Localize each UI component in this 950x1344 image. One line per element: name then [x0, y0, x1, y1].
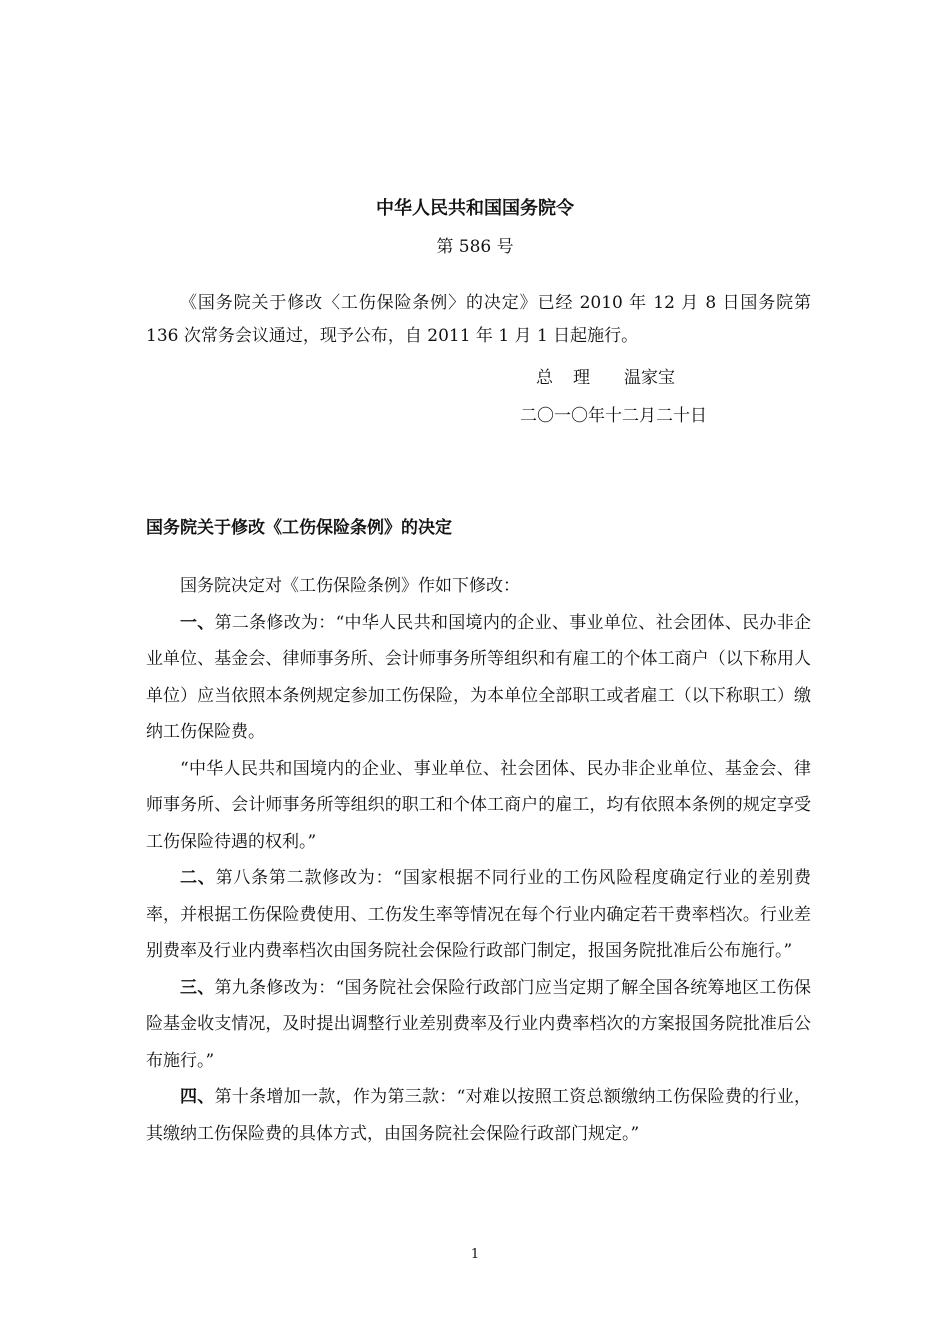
amendment-number: 二、	[180, 868, 216, 888]
amendment-text: 第八条第二款修改为：“国家根据不同行业的工伤风险程度确定行业的差别费率，并根据工伤保险费使用、工伤发生率等情况在每个行业内确定若干费率档次。行业差别费率及行业内费率档次由国务院社会保险行政部门制定，报国务院批准后公布施行。”	[146, 868, 811, 961]
page-number: 1	[470, 1247, 480, 1262]
decision-body	[146, 568, 811, 1152]
amendment-paragraph	[146, 605, 811, 751]
signatory-name: 温家宝	[624, 368, 675, 388]
amendment-number: 一、	[180, 612, 215, 633]
amendment-number: 四、	[180, 1087, 215, 1107]
amendment-text: 第二条修改为：“中华人民共和国境内的企业、事业单位、社会团体、民办非企业单位、基金会、律师事务所、会计师事务所等组织和有雇工的个体工商户（以下称用人单位）应当依照本条例规定参加工伤保险，为本单位全部职工或者雇工（以下称职工）缴纳工伤保险费。	[146, 612, 811, 742]
amendment-text: “中华人民共和国境内的企业、事业单位、社会团体、民办非企业单位、基金会、律师事务所、会计师事务所等组织的职工和个体工商户的雇工，均有依照本条例的规定享受工伤保险待遇的权利。”	[146, 758, 811, 852]
signatory-title: 总理	[536, 368, 610, 388]
amendment-text: 第十条增加一款，作为第三款：“对难以按照工资总额缴纳工伤保险费的行业，其缴纳工伤保险费的具体方式，由国务院社会保险行政部门规定。”	[146, 1087, 811, 1144]
amendment-paragraph	[146, 1079, 811, 1152]
amendment-paragraph	[146, 751, 811, 861]
amendment-number: 三、	[180, 977, 215, 998]
order-number: 第 586 号	[436, 237, 514, 257]
order-date: 二〇一〇年十二月二十日	[520, 406, 707, 426]
amendment-paragraph	[146, 970, 811, 1080]
amendment-paragraph	[146, 860, 811, 970]
amendment-text: 第九条修改为：“国务院社会保险行政部门应当定期了解全国各统筹地区工伤保险基金收支情况，及时提出调整行业差别费率及行业内费率档次的方案报国务院批准后公布施行。”	[146, 977, 811, 1071]
order-title: 中华人民共和国国务院令	[376, 198, 574, 219]
announcement-paragraph: 《国务院关于修改〈工伤保险条例〉的决定》已经 2010 年 12 月 8 日国务院第 136 次常务会议通过，现予公布，自 2011 年 1 月 1 日起施行。	[146, 293, 811, 346]
signature-line	[536, 366, 675, 390]
decision-intro: 国务院决定对《工伤保险条例》作如下修改：	[180, 576, 520, 596]
decision-title: 国务院关于修改《工伤保险条例》的决定	[146, 518, 452, 538]
